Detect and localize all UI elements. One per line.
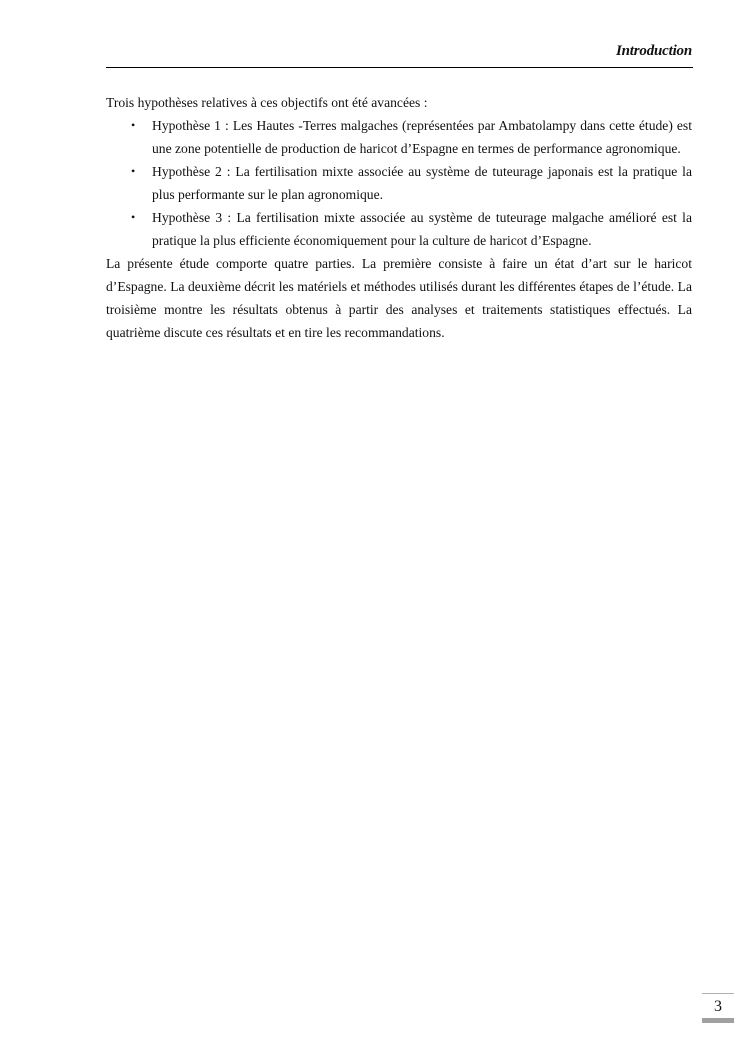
bullet-icon: • — [131, 210, 136, 224]
list-item — [106, 160, 692, 206]
list-item — [106, 206, 692, 252]
hypothesis-3-text: Hypothèse 3 : La fertilisation mixte associée au système de tuteurage malgache amélioré est la pratique la plus efficiente économiquement pour la culture de haricot d’Espagne. — [152, 210, 692, 248]
running-header-title: Introduction — [616, 43, 692, 59]
header-divider — [106, 67, 693, 68]
bullet-icon: • — [131, 118, 136, 132]
page-body — [106, 91, 692, 344]
page-number: 3 — [702, 993, 734, 1022]
list-item — [106, 114, 692, 160]
hypotheses-list — [106, 114, 692, 252]
hypothesis-2-text: Hypothèse 2 : La fertilisation mixte associée au système de tuteurage japonais est la pratique la plus performante sur le plan agronomique. — [152, 164, 692, 202]
hypothesis-1-text: Hypothèse 1 : Les Hautes -Terres malgaches (représentées par Ambatolampy dans cette étude) est une zone potentielle de production de haricot d’Espagne en termes de performance agronomique. — [152, 118, 692, 156]
hypotheses-intro: Trois hypothèses relatives à ces objectifs ont été avancées : — [106, 95, 428, 110]
page-number-underline — [702, 1018, 734, 1023]
study-structure-paragraph: La présente étude comporte quatre parties. La première consiste à faire un état d’art sur le haricot d’Espagne. La deuxième décrit les matériels et méthodes utilisés durant les différentes étapes de l’étude. La troisième montre les résultats obtenus à partir des analyses et traitements statistiques effectués. La quatrième discute ces résultats et en tire les recommandations. — [106, 256, 692, 340]
bullet-icon: • — [131, 164, 136, 178]
